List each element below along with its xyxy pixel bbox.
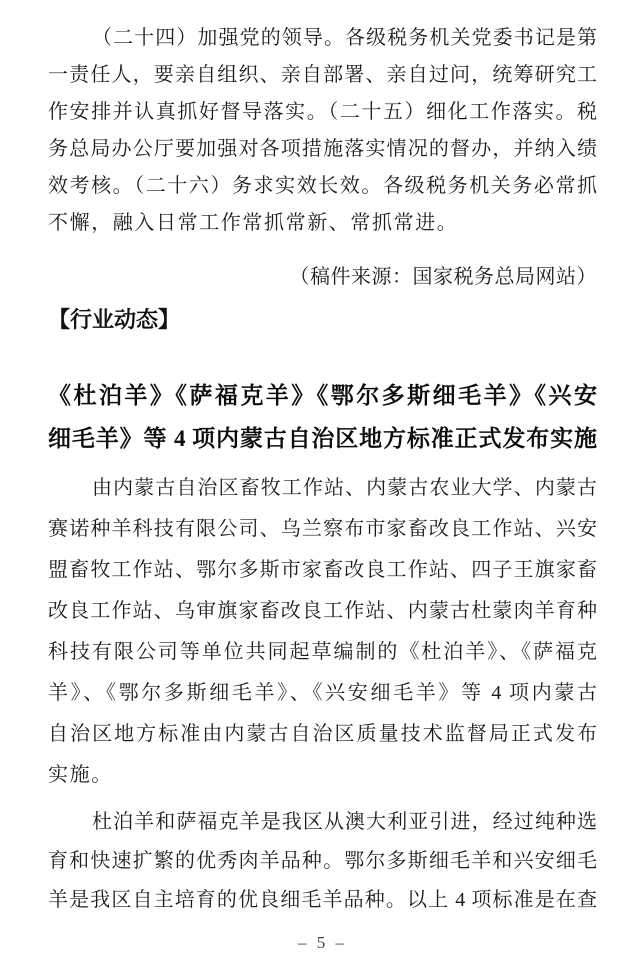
para-tax xyxy=(48,20,597,242)
document-body xyxy=(48,20,597,920)
text-line: 作安排并认真抓好督导落实。（二十五）细化工作落实。税 xyxy=(48,101,597,123)
text-line: 一责任人，要亲自组织、亲自部署、亲自过问，统筹研究工 xyxy=(48,64,597,86)
text-line: 务总局办公厅要加强对各项措施落实情况的督办，并纳入绩 xyxy=(48,138,597,160)
text-line: 羊》、《鄂尔多斯细毛羊》、《兴安细毛羊》等 4 项内蒙古 xyxy=(48,682,597,704)
section-label: 【行业动态】 xyxy=(48,307,181,332)
source: （稿件来源：国家税务总局网站） xyxy=(289,266,597,288)
para-breeds xyxy=(48,803,597,920)
text-line: （二十四）加强党的领导。各级税务机关党委书记是第 xyxy=(92,27,597,49)
text-line: 效考核。（二十六）务求实效长效。各级税务机关务必常抓 xyxy=(48,175,597,197)
text-line: 由内蒙古自治区畜牧工作站、内蒙古农业大学、内蒙古 xyxy=(92,477,597,499)
page-number: – 5 – xyxy=(298,933,347,952)
text-line: 杜泊羊和萨福克羊是我区从澳大利亚引进，经过纯种选 xyxy=(92,811,597,833)
text-line: 羊是我区自主培育的优良细毛羊品种。以上 4 项标准是在查 xyxy=(48,889,597,911)
text-line: 科技有限公司等单位共同起草编制的《杜泊羊》、《萨福克 xyxy=(48,641,597,663)
text-line: 细毛羊》等 4 项内蒙古自治区地方标准正式发布实施 xyxy=(48,426,597,451)
text-line: 不懈，融入日常工作常抓常新、常抓常进。 xyxy=(48,212,459,234)
text-line: 自治区地方标准由内蒙古自治区质量技术监督局正式发布 xyxy=(48,723,597,745)
heading xyxy=(48,374,597,460)
text-line: 改良工作站、乌审旗家畜改良工作站、内蒙古杜蒙肉羊育种 xyxy=(48,600,597,622)
text-line: 盟畜牧工作站、鄂尔多斯市家畜改良工作站、四子王旗家畜 xyxy=(48,559,597,581)
text-line: 育和快速扩繁的优秀肉羊品种。鄂尔多斯细毛羊和兴安细毛 xyxy=(48,850,597,872)
text-line: 赛诺种羊科技有限公司、乌兰察布市家畜改良工作站、兴安 xyxy=(48,518,597,540)
para-standards xyxy=(48,468,597,796)
text-line: 《杜泊羊》《萨福克羊》《鄂尔多斯细毛羊》《兴安 xyxy=(48,383,597,408)
text-line: 实施。 xyxy=(48,764,113,786)
